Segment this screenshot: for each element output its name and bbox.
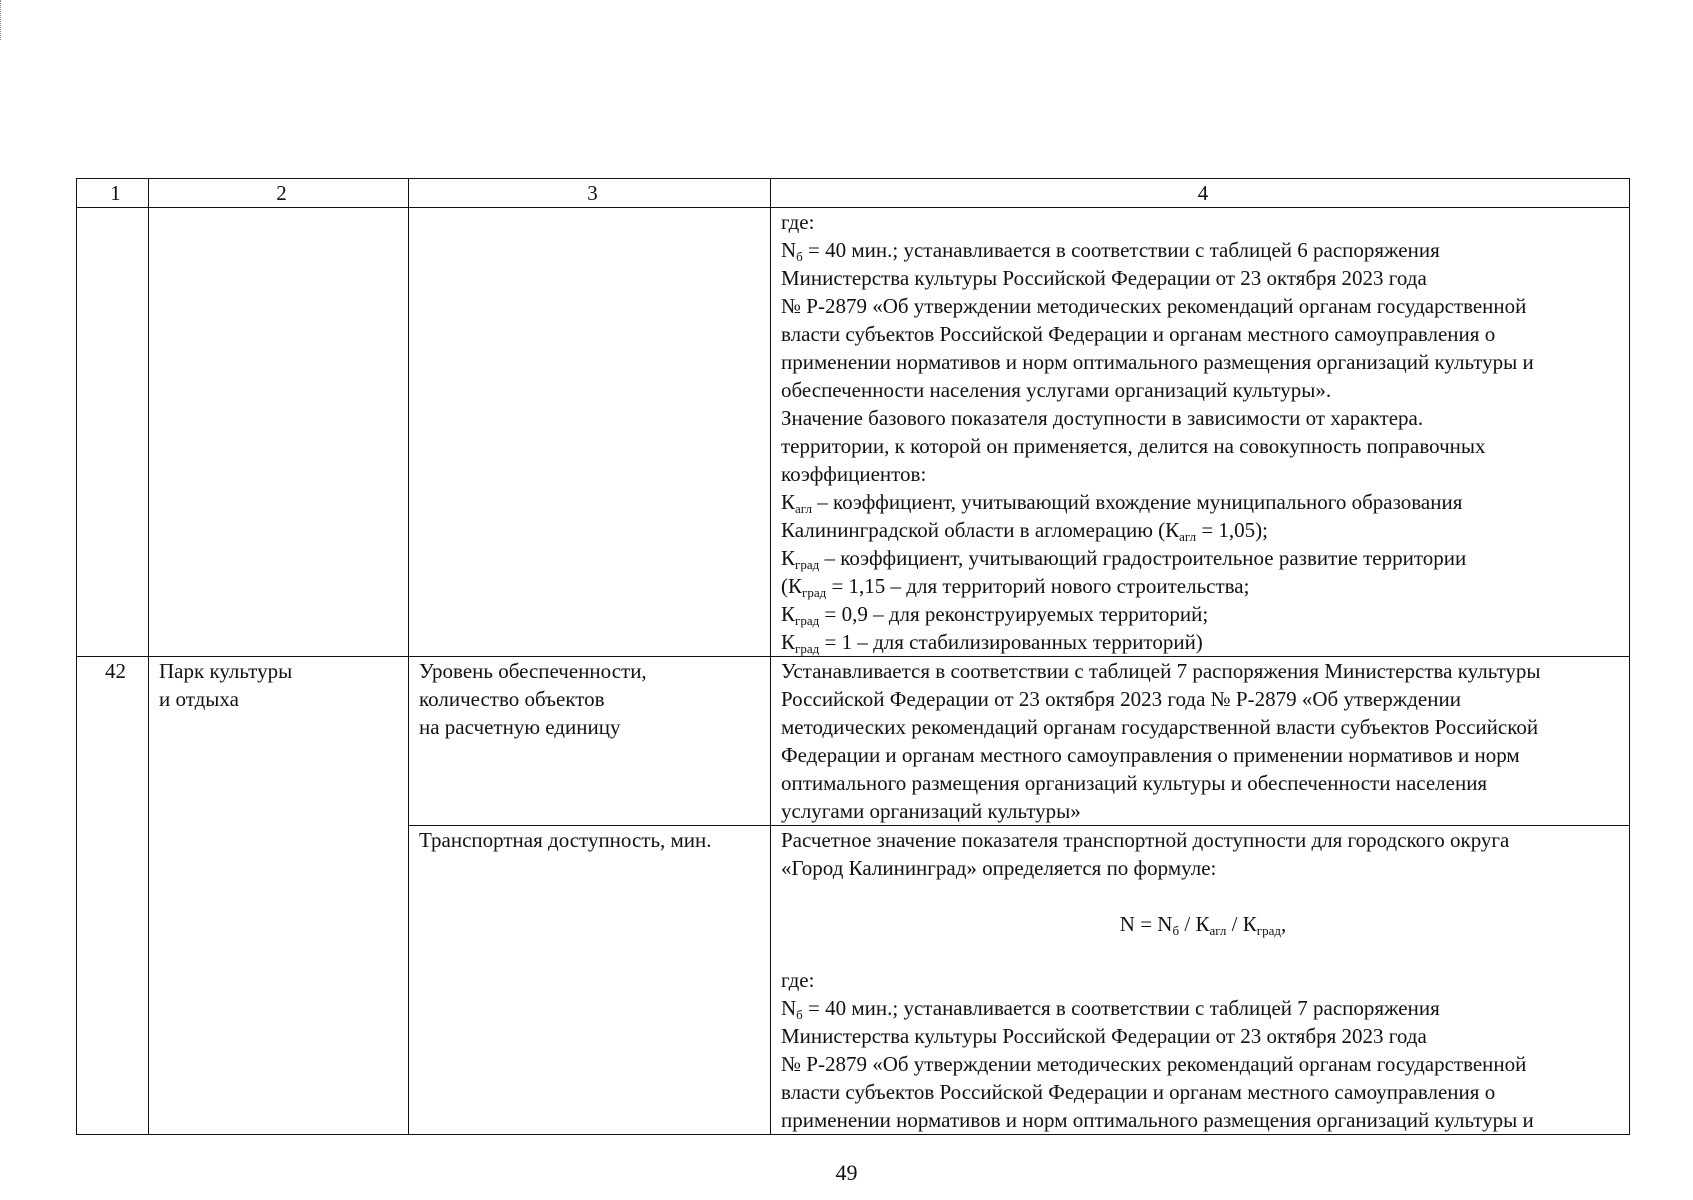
coef-kgrad-definition: $К_{град}$ – коэффициент, учитывающий градостроительное развитие территории <box>781 546 1467 572</box>
coef-kagl-definition: $К_{агл}$ – коэффициент, учитывающий вхождение муниципального образования <box>781 490 1463 516</box>
coef-kagl-value: Калининградской области в агломерацию $(К_{агл} = 1,05)$; <box>781 518 1268 544</box>
provision-value <box>771 657 1630 826</box>
text-line: применении нормативов и норм оптимального размещения организаций культуры и <box>781 1108 1534 1132</box>
text-line: коэффициентов: <box>781 462 927 486</box>
indicator-provision <box>409 657 771 826</box>
text-line: где: <box>781 210 815 234</box>
text-line: Парк культуры <box>159 659 293 683</box>
text-line: территории, к которой он применяется, делится на совокупность поправочных <box>781 434 1486 458</box>
text-line: оптимального размещения организаций культуры и обеспеченности населения <box>781 771 1488 795</box>
text-line: Российской Федерации от 23 октября 2023 года № Р-2879 «Об утверждении <box>781 687 1461 711</box>
text-line: $N_б = 40$ мин.; устанавливается в соответствии с таблицей 7 распоряжения <box>781 996 1440 1022</box>
formula: $N = N_б / К_{агл} / К_{град}$, <box>1119 912 1287 938</box>
text-line: обеспеченности населения услугами организаций культуры». <box>781 378 1332 402</box>
text-line: Транспортная доступность, мин. <box>419 828 712 852</box>
text-line: $N_б = 40$ мин.; устанавливается в соответствии с таблицей 6 распоряжения <box>781 238 1440 264</box>
text-line: власти субъектов Российской Федерации и органам местного самоуправления о <box>781 1080 1496 1104</box>
norms-table <box>76 178 1630 1135</box>
text-line: услугами организаций культуры» <box>781 799 1081 823</box>
scan-margin-marks <box>0 0 3 40</box>
header-row <box>77 179 1630 208</box>
text-line: и отдыха <box>159 687 239 711</box>
coef-kgrad-value-reconstructed: $К_{град} = 0,9$ – для реконструируемых территорий; <box>781 602 1209 628</box>
table-row-42-level <box>77 657 1630 826</box>
continued-row-col-3 <box>409 208 771 657</box>
header-col-3: 3 <box>409 179 771 208</box>
continued-row-col-1 <box>77 208 149 657</box>
text-line: где: <box>781 968 815 992</box>
text-line: методических рекомендаций органам государственной власти субъектов Российской <box>781 715 1539 739</box>
text-line: Уровень обеспеченности, <box>419 659 647 683</box>
text-line: № Р-2879 «Об утверждении методических рекомендаций органам государственной <box>781 294 1527 318</box>
header-col-2: 2 <box>149 179 409 208</box>
continued-row-col-2 <box>149 208 409 657</box>
text-line: «Город Калининград» определяется по формуле: <box>781 856 1217 880</box>
text-line: Федерации и органам местного самоуправления о применении нормативов и норм <box>781 743 1520 767</box>
text-line: Министерства культуры Российской Федерации от 23 октября 2023 года <box>781 266 1427 290</box>
header-col-1: 1 <box>77 179 149 208</box>
coef-kgrad-value-stabilized: $К_{град} = 1$ – для стабилизированных территорий) <box>781 630 1203 656</box>
continued-row <box>77 208 1630 657</box>
object-name <box>149 657 409 1135</box>
text-line: применении нормативов и норм оптимального размещения организаций культуры и <box>781 350 1534 374</box>
text-line: власти субъектов Российской Федерации и органам местного самоуправления о <box>781 322 1496 346</box>
text-line: на расчетную единицу <box>419 715 621 739</box>
indicator-transport <box>409 826 771 1135</box>
coef-kgrad-value-new: ($К_{град} = 1,15$ – для территорий нового строительства; <box>781 574 1250 600</box>
text-line: количество объектов <box>419 687 605 711</box>
continued-row-value <box>771 208 1630 657</box>
text-line: Министерства культуры Российской Федерации от 23 октября 2023 года <box>781 1024 1427 1048</box>
row-number: 42 <box>77 657 149 1135</box>
header-col-4: 4 <box>771 179 1630 208</box>
page-number: 49 <box>835 1160 858 1185</box>
transport-value <box>771 826 1630 1135</box>
text-line: Устанавливается в соответствии с таблицей 7 распоряжения Министерства культуры <box>781 659 1541 683</box>
text-line: Расчетное значение показателя транспортной доступности для городского округа <box>781 828 1510 852</box>
text-line: Значение базового показателя доступности в зависимости от характера. <box>781 406 1424 430</box>
text-line: № Р-2879 «Об утверждении методических рекомендаций органам государственной <box>781 1052 1527 1076</box>
